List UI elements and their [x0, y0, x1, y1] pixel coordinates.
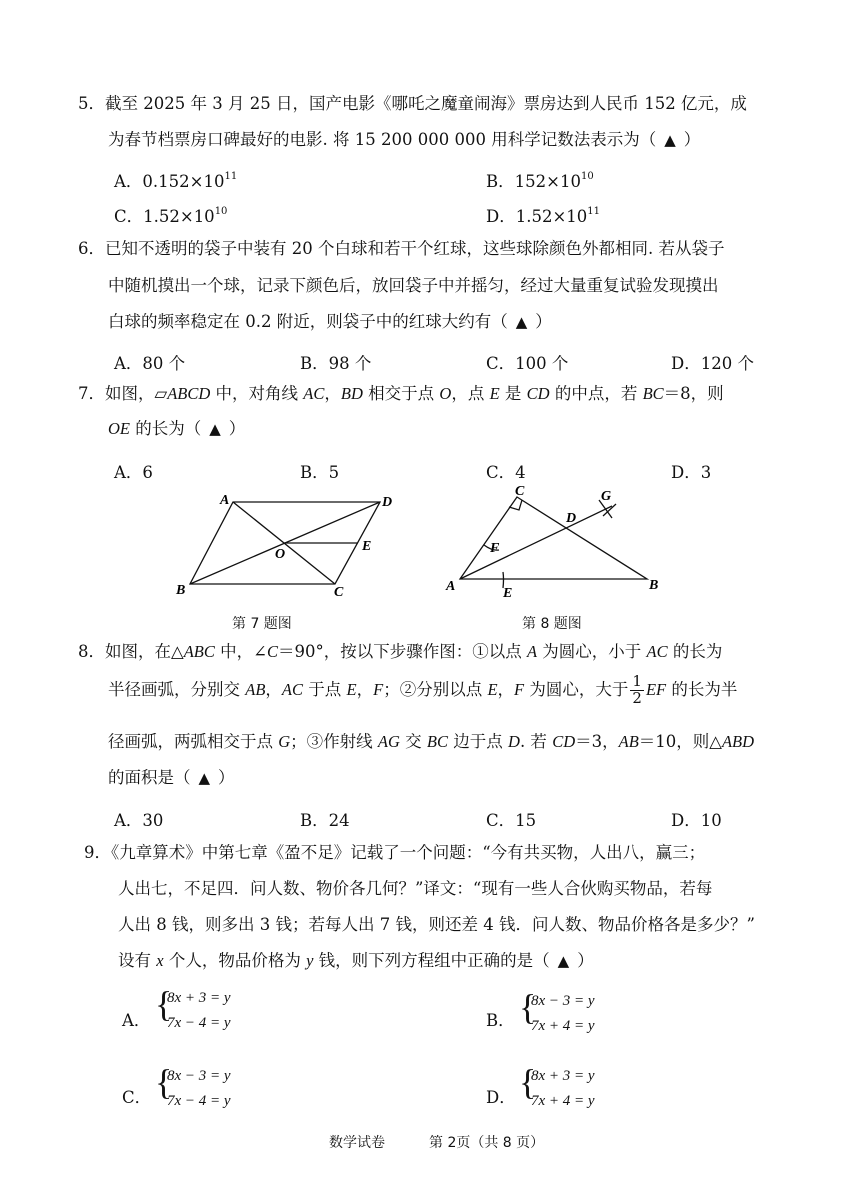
label-d: D — [382, 495, 393, 510]
parallelogram-symbol: ▱ — [154, 384, 168, 403]
label-e: E — [362, 539, 372, 554]
answer-blank-triangle: ▲ — [557, 952, 570, 970]
q8-text: 为圆心，小于 — [537, 642, 647, 661]
q6-option-c: C．100 个 — [486, 354, 569, 373]
label-g: G — [601, 489, 612, 504]
q6-line3-close: ） — [535, 312, 552, 331]
brace-icon: { — [519, 1062, 537, 1102]
label-a: A — [220, 493, 230, 508]
q8-e: E — [487, 680, 498, 699]
q8-text: 边于点 — [448, 732, 509, 751]
q9-option-b-system — [519, 987, 629, 1039]
q8-a: A — [526, 642, 538, 661]
q8-cd: CD — [552, 732, 576, 751]
q7-number: 7．如图， — [78, 384, 155, 403]
q7-option-d: D．3 — [671, 463, 712, 482]
q8-line4 — [108, 770, 235, 787]
q8-ac: AC — [281, 680, 304, 699]
figure-8-caption: 第 8 题图 — [522, 616, 582, 632]
q8-text: 为圆心，大于 — [524, 680, 629, 699]
q8-ac: AC — [646, 642, 668, 661]
q7-text: 中，对角线 — [210, 384, 304, 403]
q8-line2 — [108, 672, 737, 708]
q8-text: ；③作射线 — [290, 732, 378, 751]
brace-icon: { — [155, 984, 173, 1024]
q7-line1 — [78, 386, 724, 403]
q9-option-d-label: D． — [486, 1088, 516, 1107]
q8-option-c: C．15 — [486, 811, 537, 830]
q8-text: 中，∠ — [214, 642, 267, 661]
q8-bc: BC — [426, 732, 449, 751]
q7-text: 相交于点 — [362, 384, 440, 403]
q6-option-a: A．80 个 — [114, 354, 186, 373]
q7-o: O — [439, 384, 452, 403]
q5-option-b-base: B．152×10 — [486, 172, 581, 191]
q7-text: ， — [324, 384, 341, 403]
q6-line3 — [108, 314, 552, 331]
fraction-one-half — [630, 674, 644, 707]
q9-line1: 9．《九章算术》中第七章《盈不足》记载了一个问题：“今有共买物，人出八，赢三； — [84, 843, 706, 862]
q8-ag: AG — [377, 732, 400, 751]
q8-c: C — [266, 642, 278, 661]
q7-text: ） — [228, 419, 246, 438]
footer-page-number: 第 2页（共 8 页） — [429, 1135, 545, 1151]
label-c: C — [515, 484, 525, 499]
q9-option-c-eq2: 7x − 4 = y — [167, 1093, 231, 1109]
q7-option-c: C．4 — [486, 463, 526, 482]
answer-blank-triangle: ▲ — [664, 131, 676, 149]
q9-option-a-eq1: 8x + 3 = y — [167, 990, 231, 1006]
answer-blank-triangle: ▲ — [198, 769, 211, 787]
q7-line2 — [108, 421, 245, 438]
q8-text: . 若 — [519, 732, 553, 751]
q9-option-d-system — [519, 1062, 629, 1114]
q7-text: ，点 — [451, 384, 490, 403]
answer-blank-triangle: ▲ — [515, 313, 528, 331]
q8-text: ＝3， — [575, 732, 619, 751]
q9-line3: 人出 8 钱，则多出 3 钱；若每人出 7 钱，则还差 4 钱．问人数、物品价格各是多少？” — [118, 915, 755, 934]
q5-line2 — [108, 132, 700, 149]
q8-e: E — [346, 680, 357, 699]
q8-d: D — [508, 732, 520, 751]
q8-text: 于点 — [303, 680, 347, 699]
q9-option-a-system — [155, 984, 265, 1036]
q8-f: F — [514, 680, 525, 699]
q7-option-a: A．6 — [114, 463, 153, 482]
q5-option-b-exp: 10 — [580, 170, 594, 182]
fraction-denominator: 2 — [632, 689, 642, 707]
q8-text: 交 — [399, 732, 427, 751]
q5-option-a-exp: 11 — [224, 170, 238, 182]
brace-icon: { — [519, 987, 537, 1027]
q5-option-a — [114, 168, 237, 192]
q7-oe: OE — [108, 419, 130, 438]
q9-option-b-label: B． — [486, 1011, 515, 1030]
q7-cd: CD — [526, 384, 550, 403]
figure-8-triangle — [440, 480, 670, 605]
q8-text: ， — [265, 680, 282, 699]
q8-line3 — [108, 734, 754, 751]
label-f: F — [490, 541, 500, 556]
brace-icon: { — [155, 1062, 173, 1102]
q7-bd: BD — [340, 384, 363, 403]
q5-option-c — [114, 203, 227, 227]
q5-line2-close: ） — [683, 130, 701, 149]
footer-subject: 数学试卷 — [329, 1135, 385, 1151]
figure-7-parallelogram — [170, 490, 400, 600]
q9-line2: 人出七，不足四．问人数、物价各几何？”译文：“现有一些人合伙购买物品，若每 — [118, 879, 713, 898]
label-b: B — [649, 578, 659, 593]
q6-line1: 6．已知不透明的袋子中装有 20 个白球和若干个红球，这些球除颜色外都相同. 若从袋子 — [78, 239, 725, 258]
q7-text: 的长为（ — [130, 419, 202, 438]
q8-text: 的长为半 — [666, 680, 738, 699]
q9-option-c-label: C． — [122, 1088, 152, 1107]
q5-option-d-exp: 11 — [587, 205, 601, 217]
q9-line4 — [118, 953, 594, 970]
q8-line1 — [78, 644, 722, 661]
q8-text: 的长为 — [667, 642, 723, 661]
q8-abc: ABC — [183, 642, 215, 661]
q8-option-d: D．10 — [671, 811, 722, 830]
q9-option-c-system — [155, 1062, 265, 1114]
q8-text: ， — [497, 680, 515, 699]
label-d: D — [566, 511, 577, 526]
q8-text: ， — [356, 680, 374, 699]
q9-option-d-eq1: 8x + 3 = y — [531, 1068, 595, 1084]
q5-option-d — [486, 203, 600, 227]
q9-text: 钱，则下列方程组中正确的是（ — [313, 951, 550, 970]
q7-ac: AC — [303, 384, 325, 403]
q7-text: ＝8，则 — [663, 384, 724, 403]
q5-option-c-exp: 10 — [214, 205, 228, 217]
q8-option-b: B．24 — [300, 811, 350, 830]
q8-ef: EF — [645, 680, 667, 699]
triangle-abc — [460, 497, 647, 579]
q9-option-b-eq1: 8x − 3 = y — [531, 993, 595, 1009]
q8-text: ） — [218, 768, 235, 787]
q9-option-c-eq1: 8x − 3 = y — [167, 1068, 231, 1084]
q9-option-a-eq2: 7x − 4 = y — [167, 1015, 231, 1031]
q5-line2-text: 为春节档票房口碑最好的电影. 将 15 200 000 000 用科学记数法表示为（ — [108, 130, 657, 149]
q9-option-d-eq2: 7x + 4 = y — [531, 1093, 595, 1109]
label-b: B — [176, 583, 186, 598]
label-o: O — [275, 547, 286, 562]
q9-option-a-label: A． — [122, 1011, 151, 1030]
q5-option-a-base: A．0.152×10 — [114, 172, 225, 191]
answer-blank-triangle: ▲ — [209, 420, 221, 438]
q5-option-b — [486, 168, 594, 192]
q9-text: ） — [577, 951, 594, 970]
q8-text: ＝90°，按以下步骤作图：①以点 — [277, 642, 527, 661]
q8-ab: AB — [618, 732, 639, 751]
q8-text: 的面积是（ — [108, 768, 191, 787]
q6-option-b: B．98 个 — [300, 354, 372, 373]
q9-y: y — [306, 951, 314, 970]
q8-option-a: A．30 — [114, 811, 164, 830]
q7-text: 的中点，若 — [549, 384, 643, 403]
q8-text: 8．如图，在△ — [78, 642, 184, 661]
q7-option-b: B．5 — [300, 463, 340, 482]
figure-7-caption: 第 7 题图 — [232, 616, 292, 632]
q7-e: E — [489, 384, 500, 403]
q9-option-b-eq2: 7x + 4 = y — [531, 1018, 595, 1034]
q5-option-d-base: D．1.52×10 — [486, 207, 588, 226]
label-e: E — [503, 586, 513, 601]
fraction-numerator: 1 — [632, 672, 642, 691]
q9-x: x — [156, 951, 164, 970]
q8-ab: AB — [245, 680, 266, 699]
q5-line1: 5．截至 2025 年 3 月 25 日，国产电影《哪吒之魔童闹海》票房达到人民币 152 亿元，成 — [78, 94, 747, 113]
q9-text: 设有 — [118, 951, 157, 970]
q7-text: 是 — [499, 384, 527, 403]
q7-bc: BC — [642, 384, 664, 403]
q8-text: ；②分别以点 — [383, 680, 488, 699]
q8-abd: ABD — [721, 732, 755, 751]
q8-g: G — [278, 732, 291, 751]
q8-f: F — [373, 680, 384, 699]
label-a: A — [446, 579, 456, 594]
q9-text: 个人，物品价格为 — [163, 951, 307, 970]
q8-text: ＝10，则△ — [638, 732, 722, 751]
q6-line3-text: 白球的频率稳定在 0.2 附近，则袋子中的红球大约有（ — [108, 312, 508, 331]
label-c: C — [334, 585, 344, 600]
q6-option-d: D．120 个 — [671, 354, 754, 373]
q8-text: 半径画弧，分别交 — [108, 680, 246, 699]
q5-option-c-base: C．1.52×10 — [114, 207, 215, 226]
q6-line2: 中随机摸出一个球，记录下颜色后，放回袋子中并摇匀，经过大量重复试验发现摸出 — [108, 276, 719, 295]
q7-abcd: ABCD — [167, 384, 211, 403]
q8-text: 径画弧，两弧相交于点 — [108, 732, 279, 751]
